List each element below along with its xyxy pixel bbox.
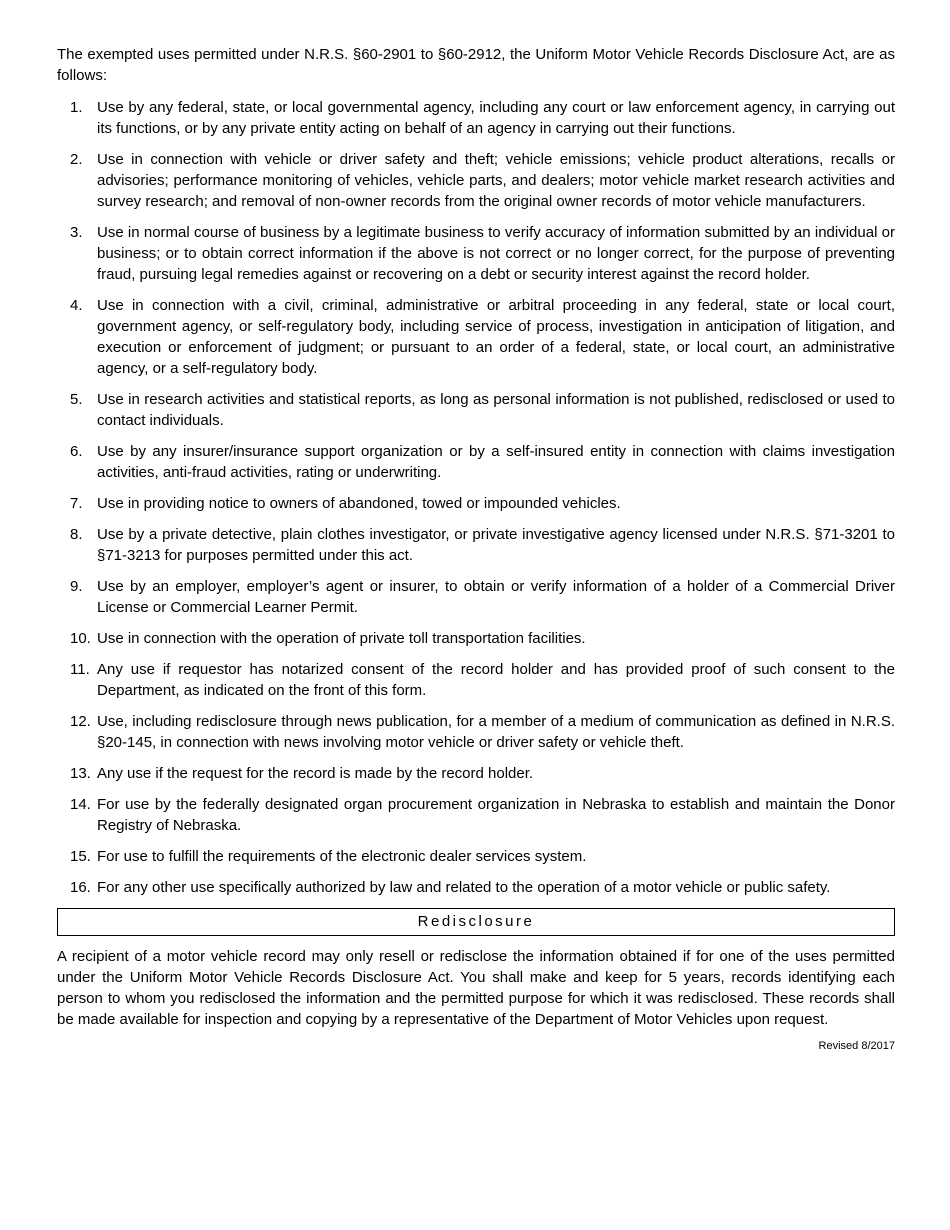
list-item [57,628,895,649]
list-item [57,493,895,514]
list-item [57,846,895,867]
list-item [57,295,895,379]
item-text: For any other use specifically authorized by law and related to the operation of a motor vehicle or public safety. [97,879,831,896]
list-item [57,576,895,618]
list-item [57,711,895,753]
list-item [57,441,895,483]
list-item [57,524,895,566]
list-item [57,389,895,431]
item-text: Use by any federal, state, or local governmental agency, including any court or law enforcement agency, in carrying out its functions, or by any private entity acting on behalf of an agency in carrying out their functions. [97,99,895,137]
list-item [57,763,895,784]
item-number: 7. [70,495,83,512]
list-item [57,222,895,285]
item-number: 8. [70,526,83,543]
list-item [57,794,895,836]
item-number: 4. [70,297,83,314]
item-number: 12. [70,713,91,730]
item-number: 10. [70,630,91,647]
item-number: 6. [70,443,83,460]
list-item [57,149,895,212]
item-text: Use in research activities and statistical reports, as long as personal information is not published, redisclosed or used to contact individuals. [97,391,895,429]
item-number: 11. [70,661,90,678]
item-text: Use by an employer, employer’s agent or insurer, to obtain or verify information of a holder of a Commercial Driver License or Commercial Learner Permit. [97,578,895,616]
item-number: 5. [70,391,83,408]
intro-paragraph: The exempted uses permitted under N.R.S. §60-2901 to §60-2912, the Uniform Motor Vehicle Records Disclosure Act, are as follows: [57,46,895,84]
item-text: For use by the federally designated organ procurement organization in Nebraska to establish and maintain the Donor Registry of Nebraska. [97,796,895,834]
item-text: Use in normal course of business by a legitimate business to verify accuracy of information submitted by an individual or business; or to obtain correct information if the above is not correct or no longer correct, for the purpose of preventing fraud, pursuing legal remedies against or recovering on a debt or security interest against the record holder. [97,224,895,283]
item-number: 1. [70,99,83,116]
item-number: 14. [70,796,91,813]
item-number: 16. [70,879,91,896]
list-item [57,97,895,139]
item-text: Any use if the request for the record is made by the record holder. [97,765,534,782]
item-text: For use to fulfill the requirements of the electronic dealer services system. [97,848,587,865]
list-item [57,659,895,701]
exempted-uses-list [57,97,895,898]
revision-note: Revised 8/2017 [818,1040,895,1052]
redisclosure-title: Redisclosure [417,913,535,930]
item-number: 3. [70,224,83,241]
list-item [57,877,895,898]
item-text: Any use if requestor has notarized consent of the record holder and has provided proof of such consent to the Department, as indicated on the front of this form. [97,661,895,699]
item-text: Use in providing notice to owners of abandoned, towed or impounded vehicles. [97,495,621,512]
item-text: Use in connection with a civil, criminal, administrative or arbitral proceeding in any federal, state or local court, government agency, or self-regulatory body, including service of process, investigation in anticipation of litigation, and execution or enforcement of judgment; or pursuant to an order of a federal, state, or local court, an administrative agency, or a self-regulatory body. [97,297,895,377]
item-number: 2. [70,151,83,168]
item-text: Use by any insurer/insurance support organization or by a self-insured entity in connection with claims investigation activities, anti-fraud activities, rating or underwriting. [97,443,895,481]
item-number: 13. [70,765,91,782]
item-number: 9. [70,578,83,595]
item-number: 15. [70,848,91,865]
item-text: Use in connection with vehicle or driver safety and theft; vehicle emissions; vehicle product alterations, recalls or advisories; performance monitoring of vehicles, vehicle parts, and dealers; motor vehicle market research activities and survey research; and removal of non-owner records from the original owner records of motor vehicle manufacturers. [97,151,895,210]
item-text: Use by a private detective, plain clothes investigator, or private investigative agency licensed under N.R.S. §71-3201 to §71-3213 for purposes permitted under this act. [97,526,895,564]
item-text: Use in connection with the operation of private toll transportation facilities. [97,630,586,647]
redisclosure-paragraph: A recipient of a motor vehicle record may only resell or redisclose the information obtained if for one of the uses permitted under the Uniform Motor Vehicle Records Disclosure Act. You shall make and keep for 5 years, records identifying each person to whom you redisclosed the information and the permitted purpose for which it was redisclosed. These records shall be made available for inspection and copying by a representative of the Department of Motor Vehicles upon request. [57,948,895,1028]
item-text: Use, including redisclosure through news publication, for a member of a medium of communication as defined in N.R.S. §20-145, in connection with news involving motor vehicle or driver safety or vehicle theft. [97,713,895,751]
redisclosure-header-box [57,908,895,936]
